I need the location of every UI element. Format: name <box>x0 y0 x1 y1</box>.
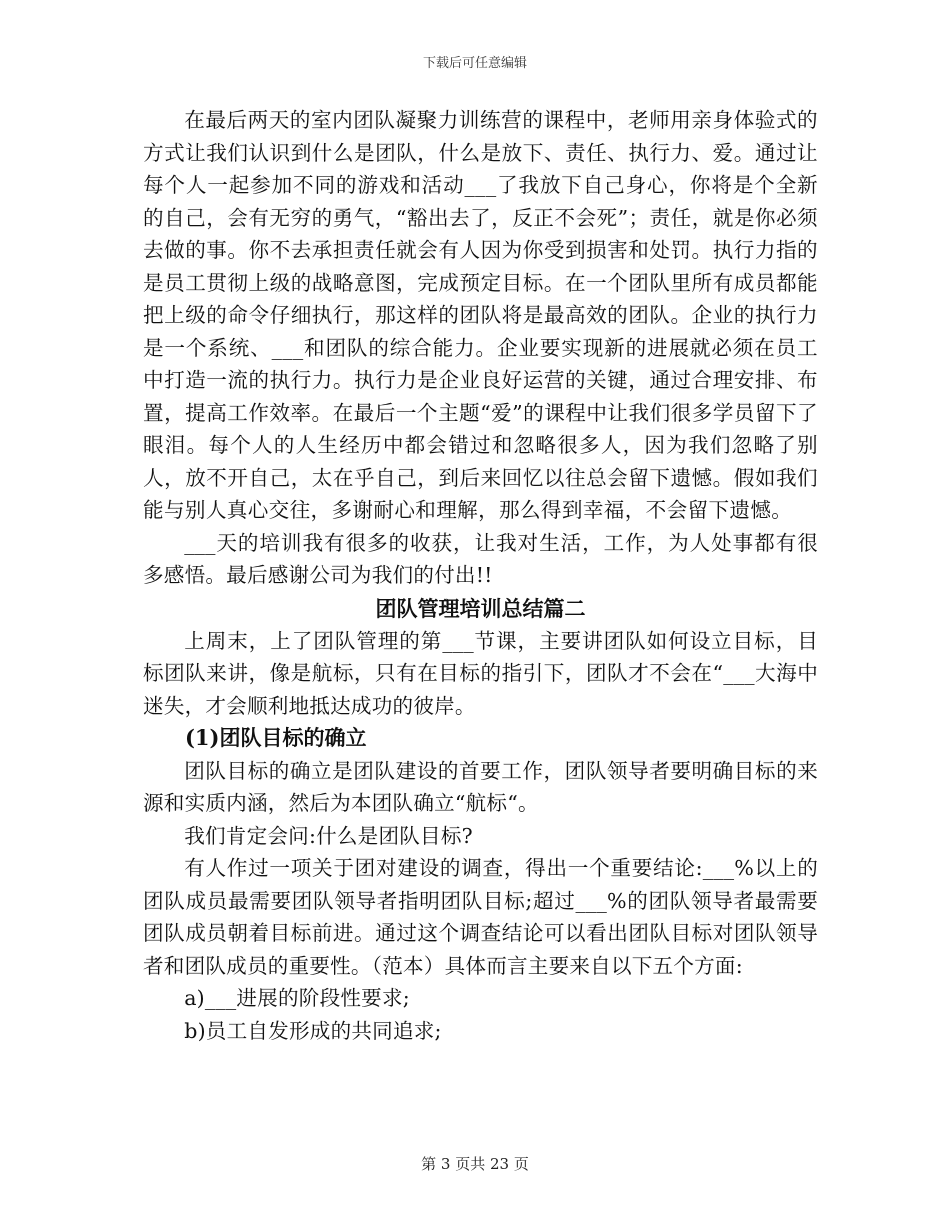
paragraph-gratitude: ___天的培训我有很多的收获，让我对生活，工作，为人处事都有很多感悟。最后感谢公司为我们的付出!! <box>143 530 818 587</box>
document-body <box>143 104 818 1047</box>
paragraph-training-camp: 在最后两天的室内团队凝聚力训练营的课程中，老师用亲身体验式的方式让我们认识到什么是团队，什么是放下、责任、执行力、爱。通过让每个人一起参加不同的游戏和活动___了我放下自己身心，你将是个全新的自己，会有无穷的勇气，“豁出去了，反正不会死”；责任，就是你必须去做的事。你不去承担责任就会有人因为你受到损害和处罚。执行力指的是员工贯彻上级的战略意图，完成预定目标。在一个团队里所有成员都能把上级的命令仔细执行，那这样的团队将是最高效的团队。企业的执行力是一个系统、___和团队的综合能力。企业要实现新的进展就必须在员工中打造一流的执行力。执行力是企业良好运营的关键，通过合理安排、布置，提高工作效率。在最后一个主题“爱”的课程中让我们很多学员留下了眼泪。每个人的人生经历中都会错过和忽略很多人，因为我们忽略了别人，放不开自己，太在乎自己，到后来回忆以往总会留下遗憾。假如我们能与别人真心交往，多谢耐心和理解，那么得到幸福，不会留下遗憾。 <box>143 108 818 522</box>
paragraph-goal-establishment: 团队目标的确立是团队建设的首要工作，团队领导者要明确目标的来源和实质内涵，然后为本团队确立“航标“。 <box>143 758 818 815</box>
page-header: 下载后可任意编辑 <box>422 56 527 71</box>
paragraph-team-goals-intro: 上周末，上了团队管理的第___节课，主要讲团队如何设立目标，目标团队来讲，像是航标，只有在目标的指引下，团队才不会在“___大海中迷失，才会顺利地抵达成功的彼岸。 <box>143 628 818 718</box>
section-heading: 团队管理培训总结篇二 <box>375 595 586 621</box>
paragraph-survey: 有人作过一项关于团对建设的调查，得出一个重要结论:___%以上的团队成员最需要团队领导者指明团队目标;超过___%的团队领导者最需要团队成员朝着目标前进。通过这个调查结论可以看出团队目标对团队领导者和团队成员的重要性。（范本）具体而言主要来自以下五个方面: <box>143 856 818 978</box>
page-footer: 第 3 页共 23 页 <box>421 1155 529 1173</box>
list-item-b: b)员工自发形成的共同追求; <box>184 1018 442 1043</box>
list-item-a: a)___进展的阶段性要求; <box>184 986 410 1010</box>
paragraph-question: 我们肯定会问:什么是团队目标? <box>184 823 473 848</box>
subsection-heading: (1)团队目标的确立 <box>185 725 367 750</box>
